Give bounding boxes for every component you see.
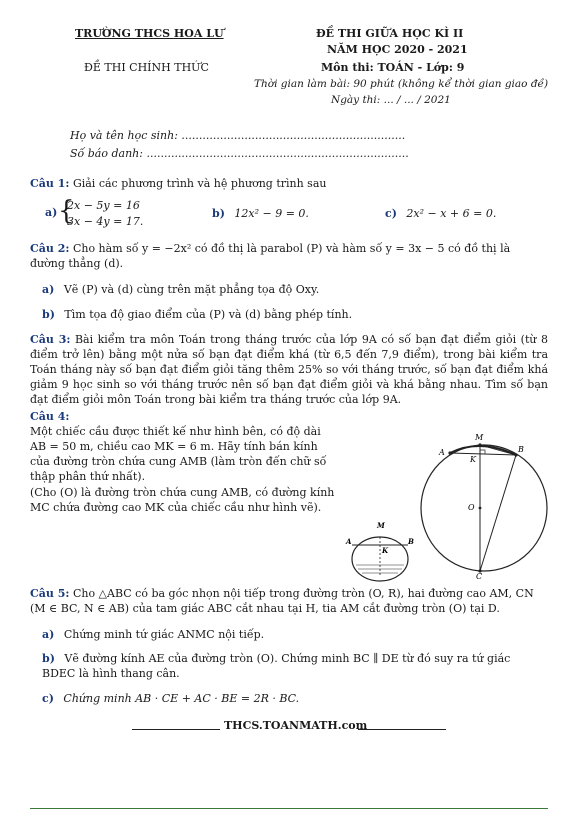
q2-b-label: b): [42, 308, 55, 321]
fig-small-label-k: K: [382, 546, 389, 555]
q2-a-label: a): [42, 283, 55, 296]
footer-site: THCS.TOANMATH.com: [224, 719, 368, 732]
question-4-title: Câu 4:: [30, 410, 70, 423]
page-bottom-rule: [30, 808, 548, 809]
student-name-dots: ................................................................: [181, 129, 406, 142]
circle-o: [421, 445, 547, 571]
q5-a-text: Chứng minh tứ giác ANMC nội tiếp.: [63, 628, 265, 641]
q1-b-eq: 12x² − 9 = 0.: [234, 207, 309, 220]
point-a: [448, 451, 451, 454]
fig-small-label-b: B: [408, 537, 414, 546]
fig-label-b: B: [518, 445, 524, 454]
q5-c-label: c): [42, 692, 54, 705]
fig-small-label-a: A: [346, 537, 352, 546]
school-name: TRƯỜNG THCS HOA LƯ: [75, 27, 224, 40]
fig-label-o: O: [468, 503, 475, 512]
point-o: [479, 507, 482, 510]
official-label: ĐỀ THI CHÍNH THỨC: [84, 61, 209, 74]
question-1-title: Câu 1:: [30, 177, 70, 190]
q2-b-text: Tìm tọa độ giao điểm của (P) và (d) bằng phép tính.: [64, 308, 353, 321]
system-brace: {: [58, 196, 75, 226]
question-5-text: Cho △ABC có ba góc nhọn nội tiếp trong đường tròn (O, R), hai đường cao AM, CN (M ∈ BC, N ∈ AB) của tam giác ABC cắt nhau tại H, tia AM cắt đường tròn (O) tại D.: [30, 587, 534, 615]
q1-a-eq1: 2x − 5y = 16: [67, 199, 140, 212]
question-3-title: Câu 3:: [30, 333, 71, 346]
student-id-label: Số báo danh:: [70, 147, 143, 160]
point-m: [478, 443, 481, 446]
footer-line-right: [358, 729, 446, 730]
q5-b-label: b): [42, 652, 55, 665]
chord-ab: [450, 453, 516, 455]
student-name-label: Họ và tên học sinh:: [70, 129, 178, 142]
q2-part-b: [42, 307, 352, 322]
fig-label-k: K: [470, 455, 476, 464]
q1-part-c: [385, 206, 496, 221]
student-id-dots: ...........................................................................: [146, 147, 409, 160]
q5-part-b: [42, 651, 547, 681]
question-4-text-1: Một chiếc cầu được thiết kế như hình bên, có độ dài AB = 50 m, chiều cao MK = 6 m. Hãy tính bán kính của đường tròn chứa cung AMB (làm tròn đến chữ số thập phân thứ nhất).: [30, 425, 327, 483]
question-2-title: Câu 2:: [30, 242, 70, 255]
question-1: [30, 176, 326, 191]
q5-part-a: [42, 627, 264, 642]
q1-part-b: [212, 206, 309, 221]
segment-bc: [480, 455, 516, 571]
bridge-figure: [340, 515, 420, 583]
student-id-field: [70, 146, 409, 161]
q5-a-label: a): [42, 628, 55, 641]
q1-c-eq: 2x² − x + 6 = 0.: [406, 207, 497, 220]
question-5: [30, 586, 548, 616]
exam-title: ĐỀ THI GIỮA HỌC KÌ II: [316, 27, 464, 40]
circle-figure: [412, 428, 562, 580]
q1-b-label: b): [212, 207, 225, 220]
exam-date: Ngày thi: ... / ... / 2021: [331, 94, 451, 106]
question-3-text: Bài kiểm tra môn Toán trong tháng trước của lớp 9A có số bạn đạt điểm giỏi (từ 8 điểm trở lên) bằng một nửa số bạn đạt điểm khá (từ 6,5 đến 7,9 điểm), trong bài kiểm tra Toán tháng này số bạn đạt điểm giỏi tăng thêm 25% so với tháng trước, số bạn đạt điểm khá giảm 9 học sinh so với tháng trước nên số bạn đạt điểm giỏi và khá bằng nhau. Tìm số bạn đạt điểm giỏi môn Toán trong bài kiểm tra tháng trước của lớp 9A.: [30, 333, 548, 406]
question-1-text: Giải các phương trình và hệ phương trình sau: [72, 177, 327, 190]
fig-label-c: C: [476, 572, 483, 580]
q1-a-eq2: 3x − 4y = 17.: [67, 215, 144, 228]
question-2: [30, 241, 548, 271]
q5-c-text: Chứng minh AB · CE + AC · BE = 2R · BC.: [63, 692, 300, 705]
question-4-text-2: (Cho (O) là đường tròn chứa cung AMB, có đường kính MC chứa đường cao MK của chiếc cầu như hình vẽ).: [30, 486, 335, 514]
q1-a-label: a): [45, 206, 58, 219]
fig-small-label-m: M: [377, 521, 385, 530]
question-5-title: Câu 5:: [30, 587, 70, 600]
school-year: NĂM HỌC 2020 - 2021: [327, 43, 468, 56]
question-2-text: Cho hàm số y = −2x² có đồ thị là parabol (P) và hàm số y = 3x − 5 có đồ thị là đường thẳng (d).: [30, 242, 511, 270]
q5-part-c: [42, 691, 299, 706]
subject-line: Môn thi: TOÁN - Lớp: 9: [321, 61, 465, 74]
fig-label-a: A: [439, 448, 445, 457]
q2-a-text: Vẽ (P) và (d) cùng trên mặt phẳng tọa độ Oxy.: [63, 283, 320, 296]
question-3: [30, 332, 548, 407]
q1-c-label: c): [385, 207, 397, 220]
footer-line-left: [132, 729, 220, 730]
time-line: Thời gian làm bài: 90 phút (không kể thời gian giao đề): [254, 78, 549, 90]
fig-label-m: M: [475, 433, 484, 442]
student-name-field: [70, 128, 405, 143]
q2-part-a: [42, 282, 319, 297]
right-angle-mark: [480, 450, 485, 454]
q5-b-text: Vẽ đường kính AE của đường tròn (O). Chứng minh BC ∥ DE từ đó suy ra tứ giác BDEC là hình thang cân.: [42, 652, 511, 680]
